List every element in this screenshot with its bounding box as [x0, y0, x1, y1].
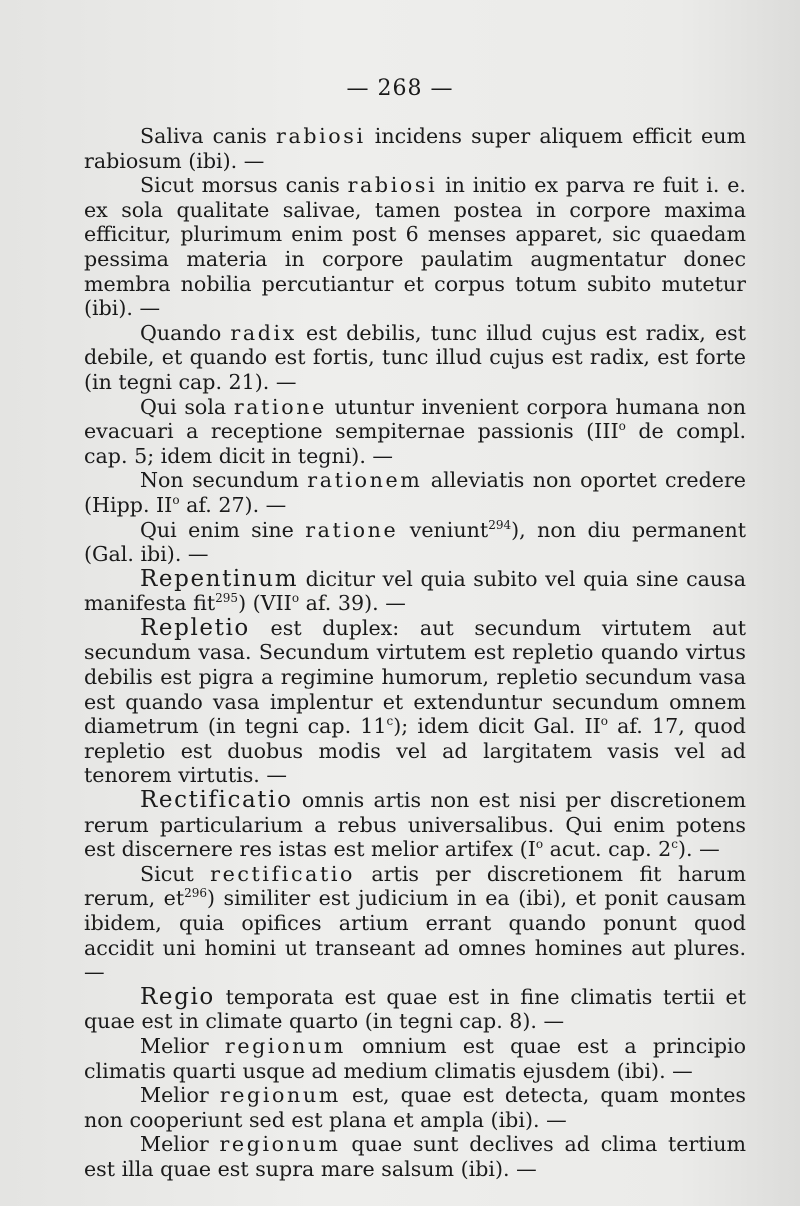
- keyword: Rectificatio: [140, 787, 293, 814]
- text-run: Melior: [140, 1132, 220, 1157]
- paragraph: [84, 1083, 746, 1132]
- text-run: af. 27). —: [179, 492, 287, 517]
- text-run: Qui enim sine: [140, 517, 306, 542]
- superscript: o: [618, 419, 626, 434]
- text-run: est, quae est detecta, quam montes non cooperiunt sed est plana et ampla (ibi). —: [84, 1083, 746, 1132]
- keyword: rabiosi: [276, 124, 366, 148]
- text-run: omnium est quae est a principio climatis quarti usque ad medium climatis ejusdem (ibi). —: [84, 1033, 746, 1083]
- text-run: Sicut morsus canis: [140, 173, 348, 198]
- text-run: temporata est quae est in fine climatis tertii et quae est in climate quarto (in tegni cap. 8). —: [84, 984, 746, 1034]
- text-run: Non secundum: [140, 468, 308, 493]
- paragraph: [84, 124, 746, 173]
- superscript: o: [291, 591, 300, 606]
- paragraph: [84, 616, 746, 788]
- text-run: ), non diu permanent (Gal. ibi). —: [84, 517, 746, 567]
- paragraph: [84, 518, 746, 567]
- text-run: af. 39). —: [299, 591, 406, 616]
- superscript: 294: [488, 517, 512, 532]
- superscript: o: [535, 837, 544, 852]
- text-run: Melior: [140, 1083, 220, 1108]
- paragraph: [84, 173, 746, 321]
- text-run: Qui sola: [140, 394, 234, 419]
- paragraph: [84, 985, 746, 1034]
- text-run: artis per discretionem fit harum rerum, et: [84, 861, 746, 911]
- paragraph: [84, 468, 746, 517]
- text-run: ) (VII: [238, 591, 292, 616]
- page-number: — 268 —: [346, 76, 454, 101]
- text-run: Sicut: [140, 861, 211, 886]
- text-run: Melior: [140, 1033, 225, 1058]
- superscript: 295: [215, 591, 239, 606]
- keyword: radix: [230, 320, 297, 345]
- keyword: rectificatio: [210, 861, 356, 886]
- keyword: Repentinum: [140, 565, 299, 592]
- superscript: o: [172, 492, 180, 507]
- keyword: regionum: [219, 1132, 341, 1157]
- text-run: Saliva canis: [140, 124, 276, 148]
- text-run: Quando: [140, 320, 231, 345]
- paragraph: [84, 395, 746, 469]
- text-run: ); idem dicit Gal. II: [393, 714, 601, 739]
- keyword: ratione: [305, 517, 399, 542]
- text-run: ) similiter est judicium in ea (ibi), et ponit causam ibidem, quia opifices artium errant quando ponunt quod accidit uni homini ut transeant ad omnes homines aut plures. —: [84, 886, 746, 985]
- superscript: c: [386, 714, 394, 729]
- superscript: 296: [184, 886, 208, 901]
- text-run: de compl. cap. 5; idem dicit in tegni). —: [84, 419, 746, 468]
- text-run: omnis artis non est nisi per discretionem rerum particularium a rebus universalibus. Qui enim potens est discernere res istas est melior artifex (I: [84, 788, 746, 862]
- text-run: ). —: [678, 837, 720, 862]
- page-body-text: [84, 124, 746, 1182]
- keyword: Repletio: [140, 614, 250, 641]
- superscript: o: [600, 714, 608, 729]
- text-run: in initio ex parva re fuit i. e. ex sola qualitate salivae, tamen postea in corpore maxima efficitur, plurimum enim post 6 menses apparet, sic quaedam pessima materia in corpore paulatim augmentatur donec membra nobilia percutiantur et corpus totum subito mutetur (ibi). —: [84, 173, 746, 321]
- text-run: est debilis, tunc illud cujus est radix, est debile, et quando est fortis, tunc illud cujus est radix, est forte (in tegni cap. 21). —: [84, 320, 746, 394]
- superscript: c: [671, 837, 679, 852]
- text-run: utuntur invenient corpora humana non evacuari a receptione sempiternae passionis (III: [84, 394, 746, 444]
- keyword: rabiosi: [347, 173, 438, 198]
- text-run: alleviatis non oportet credere (Hipp. II: [84, 468, 746, 517]
- text-run: veniunt: [398, 517, 489, 542]
- keyword: rationem: [307, 468, 423, 493]
- keyword: Regio: [140, 983, 215, 1010]
- text-run: acut. cap. 2: [543, 837, 672, 862]
- paragraph: [84, 1034, 746, 1083]
- text-run: est duplex: aut secundum virtutem aut secundum vasa. Secundum virtutem est repletio quando virtus debilis est pigra a regimine humorum, repletio secundum vasa est quando vasa implentur et extenduntur secundum omnem diametrum (in tegni cap. 11: [84, 615, 746, 739]
- paragraph: [84, 1132, 746, 1181]
- text-run: dicitur vel quia subito vel quia sine causa manifesta fit: [84, 566, 746, 616]
- keyword: regionum: [219, 1083, 341, 1108]
- keyword: ratione: [233, 394, 327, 419]
- text-run: af. 17, quod repletio est duobus modis vel ad largitatem vasis vel ad tenorem virtutis. —: [84, 714, 746, 788]
- text-run: incidens super aliquem efficit eum rabiosum (ibi). —: [84, 124, 746, 173]
- paragraph: [84, 788, 746, 862]
- keyword: regionum: [224, 1033, 346, 1058]
- text-run: quae sunt declives ad clima tertium est illa quae est supra mare salsum (ibi). —: [84, 1132, 746, 1181]
- paragraph: [84, 321, 746, 395]
- paragraph: [84, 862, 746, 985]
- paragraph: [84, 567, 746, 616]
